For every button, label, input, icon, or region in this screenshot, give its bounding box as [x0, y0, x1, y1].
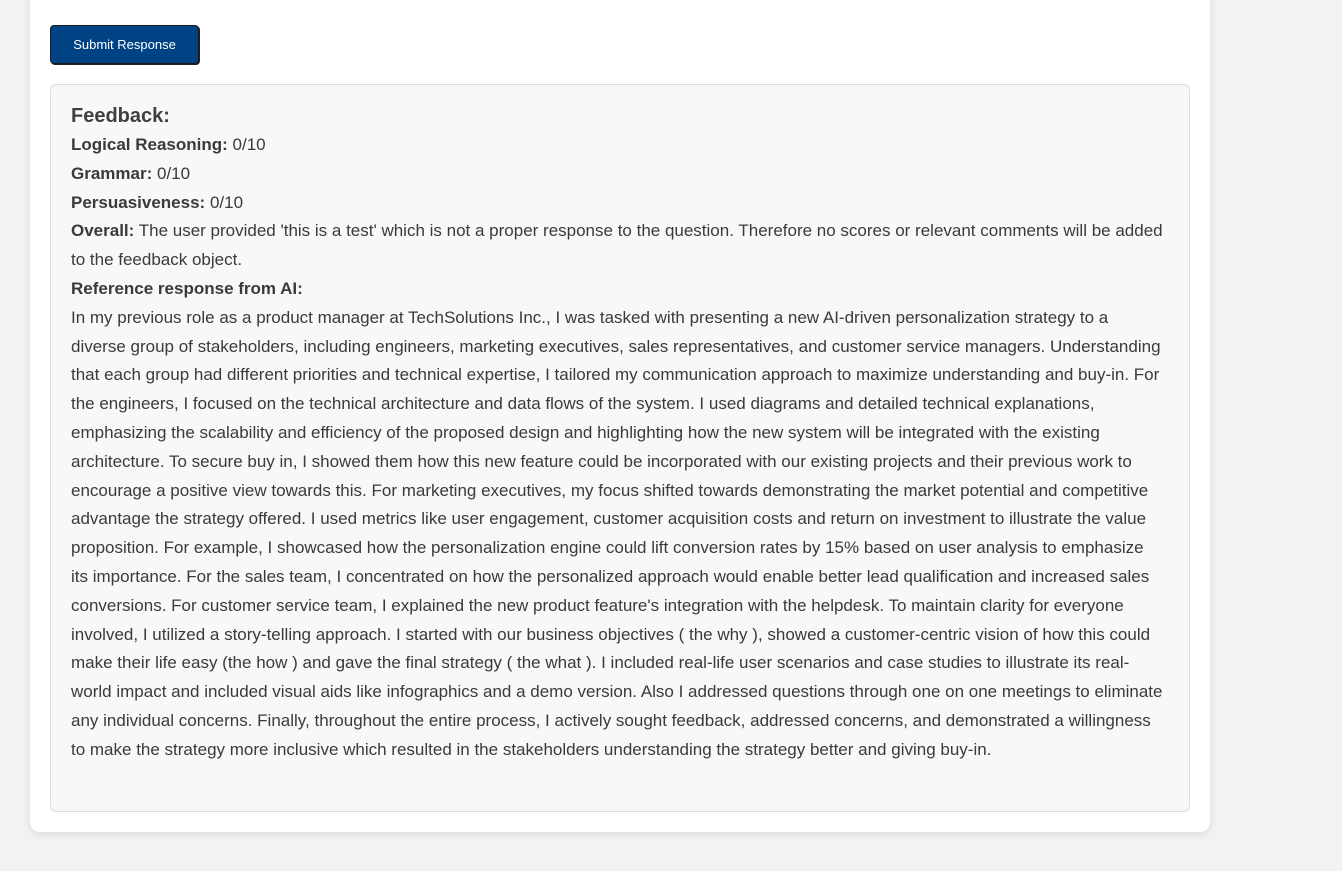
logical-reasoning-label: Logical Reasoning: — [71, 135, 228, 154]
persuasiveness-score — [71, 189, 1169, 218]
submit-response-button[interactable]: Submit Response — [50, 25, 199, 64]
reference-response-heading — [71, 275, 1169, 304]
logical-reasoning-value: 0/10 — [232, 135, 266, 154]
grammar-label: Grammar: — [71, 163, 153, 183]
grammar-score — [71, 160, 1169, 189]
feedback-panel — [50, 84, 1190, 812]
logical-reasoning-score — [71, 131, 1169, 160]
overall-value: The user provided 'this is a test' which is not a proper response to the question. Therefore no scores or relevant comments will be added to the feedback object. — [71, 221, 1163, 270]
persuasiveness-label: Persuasiveness: — [71, 192, 206, 212]
grammar-value: 0/10 — [157, 163, 191, 183]
reference-response-text: In my previous role as a product manager at TechSolutions Inc., I was tasked with presenting a new AI-driven personalization strategy to a diverse group of stakeholders, including engineers, marketing executives, sales representatives, and customer service managers. Understanding that each group had different priorities and technical expertise, I tailored my communication approach to maximize understanding and buy-in. For the engineers, I focused on the technical architecture and data flows of the system. I used diagrams and detailed technical explanations, emphasizing the scalability and efficiency of the proposed design and highlighting how the new system will be integrated with the existing architecture. To secure buy in, I showed them how this new feature could be incorporated with our existing projects and their previous work to encourage a positive view towards this. For marketing executives, my focus shifted towards demonstrating the market potential and competitive advantage the strategy offered. I used metrics like user engagement, customer acquisition costs and return on investment to illustrate the value proposition. For example, I showcased how the personalization engine could lift conversion rates by 15% based on user analysis to emphasize its importance. For the sales team, I concentrated on how the personalized approach would enable better lead qualification and increased sales conversions. For customer service team, I explained the new product feature's integration with the helpdesk. To maintain clarity for everyone involved, I utilized a story-telling approach. I started with our business objectives ( the why ), showed a customer-centric vision of how this could make their life easy (the how ) and gave the final strategy ( the what ). I included real-life user scenarios and case studies to illustrate its real-world impact and included visual aids like infographics and a demo version. Also I addressed questions through one on one meetings to eliminate any individual concerns. Finally, throughout the entire process, I actively sought feedback, addressed concerns, and demonstrated a willingness to make the strategy more inclusive which resulted in the stakeholders understanding the strategy better and giving buy-in. — [71, 307, 1163, 759]
reference-response-label: Reference response from AI: — [71, 278, 303, 298]
overall-label: Overall: — [71, 221, 135, 241]
persuasiveness-value: 0/10 — [209, 192, 244, 212]
overall-feedback — [71, 217, 1169, 275]
response-card — [30, 0, 1210, 832]
feedback-title: Feedback: — [71, 105, 170, 127]
